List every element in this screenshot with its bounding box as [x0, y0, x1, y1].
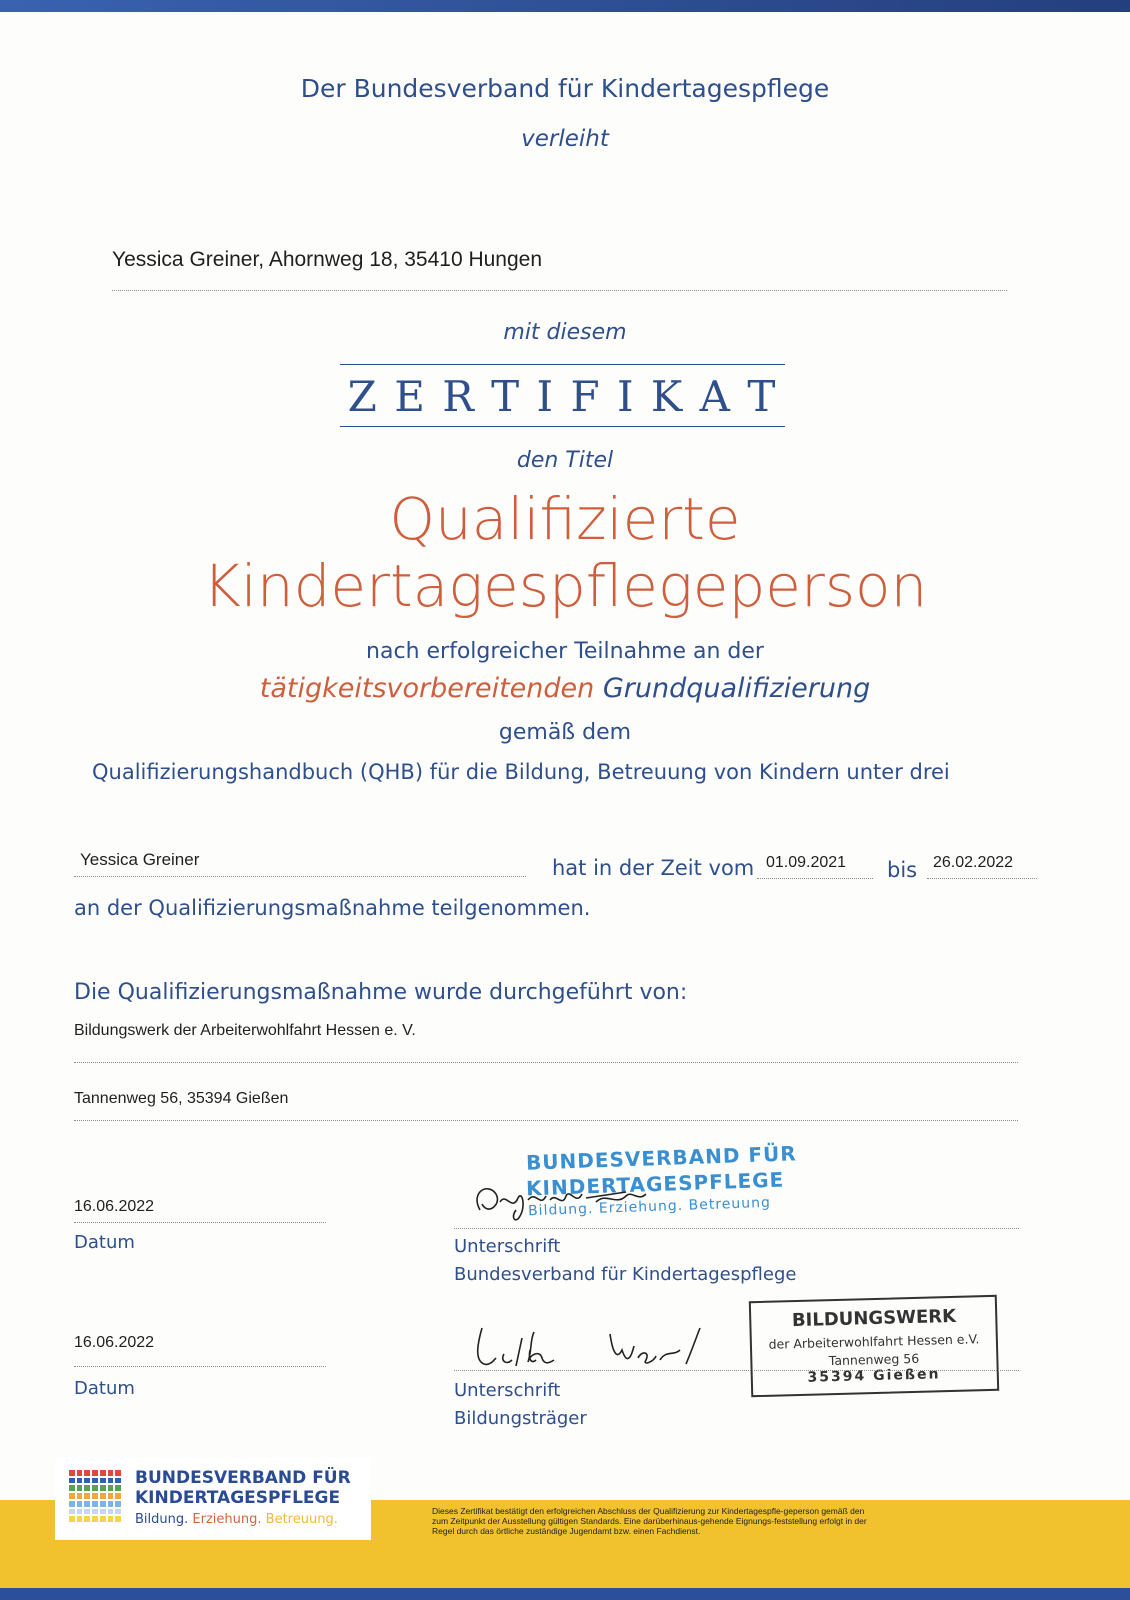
- logo-mosaic-cell: [84, 1516, 90, 1522]
- sig1-date-label: Datum: [74, 1232, 135, 1253]
- after-line1: nach erfolgreicher Teilnahme an der: [366, 639, 764, 664]
- logo-mosaic-cell: [108, 1501, 114, 1507]
- logo-mosaic-cell: [77, 1485, 83, 1491]
- rule-top: [340, 364, 785, 365]
- sig2-date-line: [74, 1366, 326, 1367]
- logo-mosaic-cell: [115, 1485, 121, 1491]
- logo-mosaic-cell: [92, 1501, 98, 1507]
- recipient-line: [112, 290, 1007, 291]
- provider-address-line: [74, 1120, 1018, 1121]
- logo-mosaic-cell: [69, 1516, 75, 1522]
- logo-mosaic-icon: [69, 1470, 121, 1522]
- logo-mosaic-cell: [100, 1516, 106, 1522]
- logo-mosaic-cell: [108, 1470, 114, 1476]
- title-line1: Qualifizierte: [389, 485, 741, 553]
- bvktp-stamp-line3: Bildung. Erziehung. Betreuung: [527, 1194, 772, 1220]
- logo-mosaic-cell: [108, 1485, 114, 1491]
- provider-name-line: [74, 1062, 1018, 1063]
- logo-mosaic-cell: [69, 1501, 75, 1507]
- logo-mosaic-cell: [69, 1478, 75, 1484]
- logo-mosaic-cell: [108, 1478, 114, 1484]
- certificate-word: Z E R T I F I K A T: [347, 372, 778, 421]
- bottom-border: [0, 1588, 1130, 1600]
- logo-mosaic-cell: [108, 1516, 114, 1522]
- logo-mosaic-cell: [69, 1493, 75, 1499]
- logo-line2: KINDERTAGESPFLEGE: [135, 1488, 341, 1508]
- logo-tag1: Bildung.: [135, 1512, 189, 1527]
- recipient-name-address: Yessica Greiner, Ahornweg 18, 35410 Hungen: [112, 248, 543, 271]
- period-line2: an der Qualifizierungsmaßnahme teilgenommen.: [74, 896, 591, 920]
- logo-mosaic-cell: [84, 1509, 90, 1515]
- logo-mosaic-cell: [92, 1493, 98, 1499]
- sig1-label1: Unterschrift: [454, 1236, 561, 1257]
- after-line4: Qualifizierungshandbuch (QHB) für die Bildung, Betreuung von Kindern unter drei: [92, 760, 950, 784]
- period-from: 01.09.2021: [766, 854, 847, 871]
- bw-stamp-line1: BILDUNGSWERK: [791, 1305, 957, 1332]
- sig1-label2: Bundesverband für Kindertagespflege: [454, 1264, 797, 1285]
- bvktp-stamp-line1: BUNDESVERBAND FÜR: [525, 1141, 798, 1175]
- logo-mosaic-cell: [84, 1470, 90, 1476]
- logo-mosaic-cell: [77, 1493, 83, 1499]
- from-line: [757, 878, 873, 879]
- logo-mosaic-cell: [100, 1485, 106, 1491]
- bw-stamp-line4: 35394 Gießen: [807, 1366, 941, 1386]
- bvktp-logo: [55, 1458, 371, 1540]
- logo-mosaic-cell: [84, 1485, 90, 1491]
- logo-mosaic-cell: [92, 1509, 98, 1515]
- logo-mosaic-cell: [115, 1516, 121, 1522]
- logo-mosaic-cell: [115, 1478, 121, 1484]
- logo-mosaic-cell: [100, 1509, 106, 1515]
- logo-mosaic-cell: [84, 1501, 90, 1507]
- logo-mosaic-cell: [69, 1470, 75, 1476]
- participant-name: Yessica Greiner: [80, 850, 200, 869]
- logo-mosaic-cell: [69, 1485, 75, 1491]
- bw-stamp-line2: der Arbeiterwohlfahrt Hessen e.V.: [768, 1331, 980, 1352]
- signature-bildungstraeger: [470, 1320, 720, 1376]
- mit-diesem: mit diesem: [503, 320, 627, 345]
- logo-mosaic-cell: [115, 1501, 121, 1507]
- logo-mosaic-cell: [108, 1509, 114, 1515]
- sig2-date-label: Datum: [74, 1378, 135, 1399]
- logo-mosaic-cell: [115, 1509, 121, 1515]
- sig2-label1: Unterschrift: [454, 1380, 561, 1401]
- den-titel: den Titel: [516, 448, 614, 473]
- word-taetigkeit: tätigkeitsvorbereitenden: [259, 673, 595, 704]
- provider-label: Die Qualifizierungsmaßnahme wurde durchgeführt von:: [74, 980, 688, 1005]
- after-line3: gemäß dem: [498, 720, 632, 745]
- period-to: 26.02.2022: [933, 854, 1014, 871]
- logo-mosaic-cell: [92, 1485, 98, 1491]
- logo-tagline: [135, 1512, 338, 1527]
- sig1-date: 16.06.2022: [74, 1198, 155, 1215]
- bvktp-stamp-line2: KINDERTAGESPFLEGE: [525, 1167, 785, 1201]
- logo-mosaic-cell: [100, 1470, 106, 1476]
- logo-mosaic-cell: [92, 1516, 98, 1522]
- title-line2: Kindertagespflegeperson: [202, 552, 928, 620]
- period-label-to: bis: [887, 858, 918, 882]
- signature-bvktp: [466, 1172, 666, 1232]
- logo-mosaic-cell: [77, 1470, 83, 1476]
- sig1-line: [454, 1228, 1019, 1229]
- logo-mosaic-cell: [100, 1478, 106, 1484]
- rule-bottom: [340, 426, 785, 427]
- provider-address: Tannenweg 56, 35394 Gießen: [74, 1090, 289, 1107]
- logo-mosaic-cell: [84, 1493, 90, 1499]
- logo-mosaic-cell: [69, 1509, 75, 1515]
- logo-mosaic-cell: [77, 1516, 83, 1522]
- sig1-date-line: [74, 1222, 326, 1223]
- logo-tag2: Erziehung.: [192, 1512, 262, 1527]
- logo-tag3: Betreuung.: [265, 1512, 338, 1527]
- after-line2: [0, 673, 1130, 704]
- logo-mosaic-cell: [108, 1493, 114, 1499]
- logo-mosaic-cell: [77, 1501, 83, 1507]
- logo-mosaic-cell: [84, 1478, 90, 1484]
- issuer-line: Der Bundesverband für Kindertagespflege: [300, 74, 830, 103]
- logo-mosaic-cell: [92, 1478, 98, 1484]
- sig2-line: [454, 1370, 1019, 1371]
- logo-mosaic-cell: [92, 1470, 98, 1476]
- logo-mosaic-cell: [100, 1493, 106, 1499]
- logo-mosaic-cell: [77, 1478, 83, 1484]
- sig2-date: 16.06.2022: [74, 1334, 155, 1351]
- period-label-from: hat in der Zeit vom: [552, 856, 755, 880]
- bw-stamp-line3: Tannenweg 56: [828, 1350, 920, 1369]
- footer-disclaimer: Dieses Zertifikat bestätigt den erfolgreichen Abschluss der Qualifizierung zur Kindertagespfle-geperson gemäß den zum Zeitpunkt der Ausstellung gültigen Standards. Eine darüberhinaus-gehende Eignungs-feststellung erfolgt in der Regel durch das örtliche zuständige Jugendamt bzw. einen Fachdienst.: [432, 1506, 867, 1536]
- verb-line: verleiht: [521, 126, 609, 152]
- logo-mosaic-cell: [77, 1509, 83, 1515]
- participant-line: [74, 876, 526, 877]
- top-border: [0, 0, 1130, 12]
- logo-mosaic-cell: [115, 1470, 121, 1476]
- to-line: [927, 878, 1037, 879]
- logo-mosaic-cell: [100, 1501, 106, 1507]
- logo-line1: BUNDESVERBAND FÜR: [135, 1468, 351, 1488]
- word-grundqualifizierung: Grundqualifizierung: [602, 673, 871, 704]
- provider-name: Bildungswerk der Arbeiterwohlfahrt Hessen e. V.: [74, 1022, 416, 1039]
- logo-mosaic-cell: [115, 1493, 121, 1499]
- sig2-label2: Bildungsträger: [454, 1408, 587, 1429]
